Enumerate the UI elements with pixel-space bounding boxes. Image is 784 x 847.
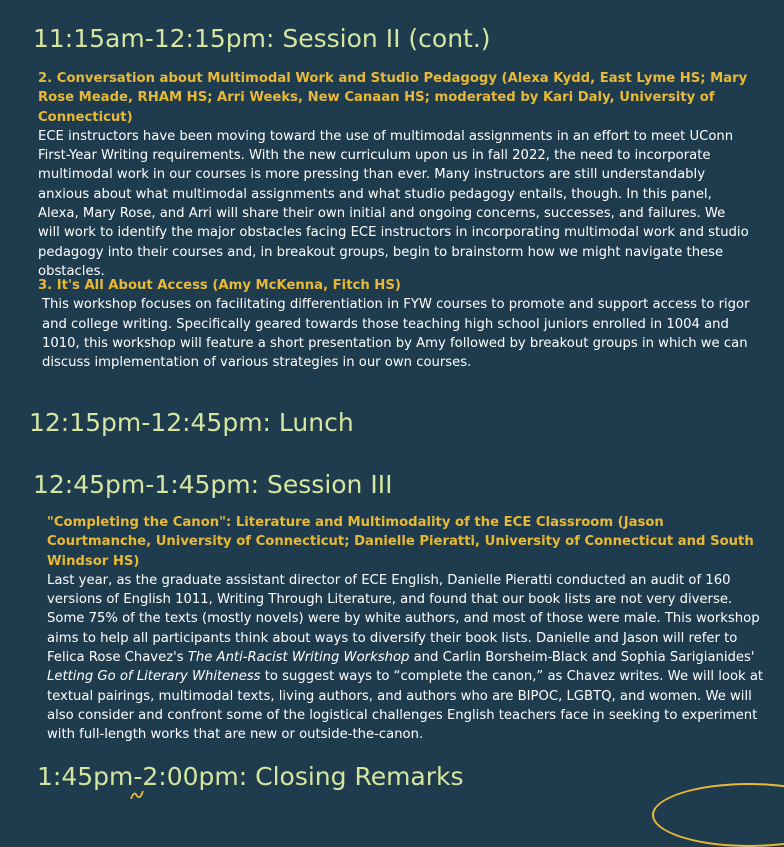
session-item-title: 2. Conversation about Multimodal Work and Studio Pedagogy (Alexa Kydd, East Lyme HS; Mary Rose Meade, RHAM HS; Arri Weeks, New Canaan HS; moderated by Kari Daly, University of Connecticut) — [38, 71, 748, 125]
section-heading-session-ii: 11:15am-12:15pm: Session II (cont.) — [33, 24, 491, 53]
session-item-description: This workshop focuses on facilitating differentiation in FYW courses to promote and support access to rigor and college writing. Specifically geared towards those teaching high school juniors enrolled in 1004 and 1010, this workshop will feature a short presentation by Amy followed by breakout groups in which we can discuss implementation of various strategies in our own courses. — [42, 297, 750, 371]
session-item-canon — [47, 513, 772, 745]
session-item-multimodal — [38, 69, 750, 281]
session-item-access — [38, 276, 750, 372]
section-heading-closing: 1:45pm-2:00pm: Closing Remarks — [37, 762, 464, 791]
session-item-title: 3. It's All About Access (Amy McKenna, Fitch HS) — [38, 278, 401, 293]
book-title-anti-racist: The Anti-Racist Writing Workshop — [187, 650, 410, 666]
section-heading-lunch: 12:15pm-12:45pm: Lunch — [29, 408, 354, 437]
session-item-description: ECE instructors have been moving toward the use of multimodal assignments in an effort to meet UConn First-Year Writing requirements. With the new curriculum upon us in fall 2022, the need to incorporate multimodal work in our courses is more pressing than ever. Many instructors are still understandably anxious about what multimodal assignments and what studio pedagogy entails, though. In this panel, Alexa, Mary Rose, and Arri will share their own initial and ongoing concerns, successes, and failures. We will work to identify the major obstacles facing ECE instructors in incorporating multimodal work and studio pedagogy into their courses and, in breakout groups, begin to brainstorm how we might navigate these obstacles. — [38, 128, 749, 279]
session-item-description: Last year, as the graduate assistant director of ECE English, Danielle Pieratti conducted an audit of 160 versions of English 1011, Writing Through Literature, and found that our book lists are not very diverse. Some 75% of the texts (mostly novels) were by white authors, and most of those were male. This workshop aims to help all participants think about ways to diversify their book lists. Danielle and Jason will refer to Felica Rose Chavez's The Anti-Racist Writing Workshop and Carlin Borsheim-Black and Sophia Sarigianides' Letting Go of Literary Whiteness to suggest ways to “complete the canon,” as Chavez writes. We will look at textual pairings, multimodal texts, living authors, and authors who are BIPOC, LGBTQ, and women. We will also consider and confront some of the logistical challenges English teachers face in seeking to experiment with full-length works that are new or outside-the-canon. — [47, 572, 764, 743]
decorative-squiggle-icon — [130, 788, 144, 800]
session-item-title: "Completing the Canon": Literature and Multimodality of the ECE Classroom (Jason Courtmanche, University of Connecticut; Danielle Pieratti, University of Connecticut and South Windsor HS) — [47, 515, 754, 569]
section-heading-session-iii: 12:45pm-1:45pm: Session III — [33, 470, 393, 499]
decorative-oval-badge — [652, 783, 784, 847]
book-title-literary-whiteness: Letting Go of Literary Whiteness — [47, 669, 261, 685]
